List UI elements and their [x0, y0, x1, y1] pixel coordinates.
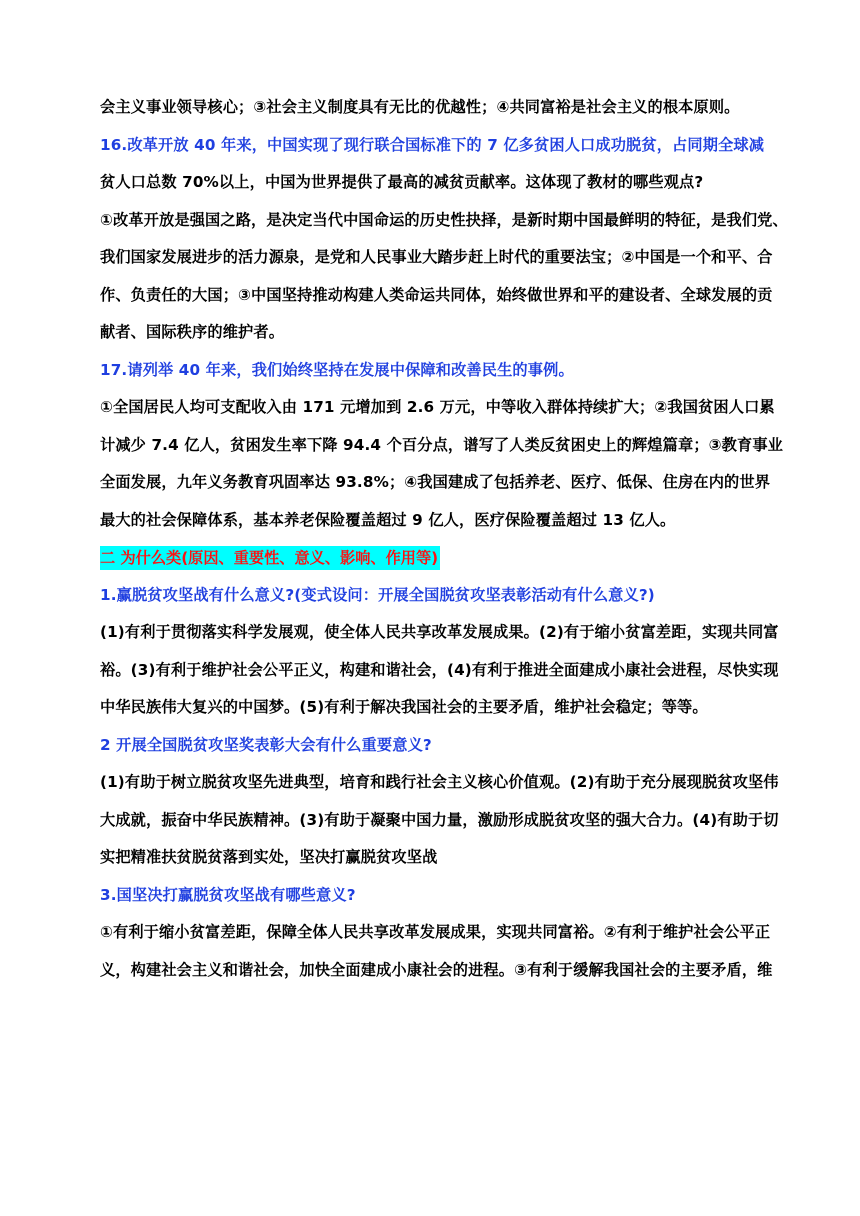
section-heading-wrap — [100, 539, 766, 577]
answer-line: 义，构建社会主义和谐社会，加快全面建成小康社会的进程。③有利于缓解我国社会的主要矛盾，维 — [100, 960, 773, 979]
answer-line: 计减少 7.4 亿人，贫困发生率下降 94.4 个百分点，谱写了人类反贫困史上的辉煌篇章；③教育事业 — [100, 435, 784, 454]
answer-line: 实把精准扶贫脱贫落到实处，坚决打赢脱贫攻坚战 — [100, 848, 438, 866]
answer-line: 大成就，振奋中华民族精神。(3)有助于凝聚中国力量，激励形成脱贫攻坚的强大合力。(4)有助于切 — [100, 810, 779, 829]
question-16-continuation: 贫人口总数 70%以上，中国为世界提供了最高的减贫贡献率。这体现了教材的哪些观点? — [100, 173, 704, 191]
answer-line: (1)有利于贯彻落实科学发展观，使全体人民共享改革发展成果。(2)有于缩小贫富差距，实现共同富 — [100, 623, 779, 641]
question-16: 16.改革开放 40 年来，中国实现了现行联合国标准下的 7 亿多贫困人口成功脱贫，占同期全球减 — [100, 135, 765, 154]
answer-line: 中华民族伟大复兴的中国梦。(5)有利于解决我国社会的主要矛盾，维护社会稳定；等等。 — [100, 698, 708, 716]
answer-line: 献者、国际秩序的维护者。 — [100, 323, 285, 341]
answer-line: ①改革开放是强国之路，是决定当代中国命运的历史性抉择，是新时期中国最鲜明的特征，是我们党、 — [100, 210, 788, 229]
answer-line: ①有利于缩小贫富差距，保障全体人民共享改革发展成果，实现共同富裕。②有利于维护社会公平正 — [100, 923, 771, 941]
answer-line: 会主义事业领导核心；③社会主义制度具有无比的优越性；④共同富裕是社会主义的根本原则。 — [100, 98, 740, 116]
answer-line: ①全国居民人均可支配收入由 171 元增加到 2.6 万元，中等收入群体持续扩大；②我国贫困人口累 — [100, 398, 775, 416]
answer-line: (1)有助于树立脱贫攻坚先进典型，培育和践行社会主义核心价值观。(2)有助于充分展现脱贫攻坚伟 — [100, 773, 779, 791]
answer-line: 全面发展，九年义务教育巩固率达 93.8%；④我国建成了包括养老、医疗、低保、住房在内的世界 — [100, 473, 771, 491]
question-1: 1.赢脱贫攻坚战有什么意义?(变式设问：开展全国脱贫攻坚表彰活动有什么意义?) — [100, 585, 655, 604]
question-3: 3.国坚决打赢脱贫攻坚战有哪些意义? — [100, 885, 356, 904]
question-17: 17.请列举 40 年来，我们始终坚持在发展中保障和改善民生的事例。 — [100, 360, 574, 379]
question-2: 2 开展全国脱贫攻坚奖表彰大会有什么重要意义? — [100, 735, 432, 754]
answer-line: 裕。(3)有利于维护社会公平正义，构建和谐社会，(4)有利于推进全面建成小康社会进程，尽快实现 — [100, 660, 779, 679]
section-heading: 二 为什么类(原因、重要性、意义、影响、作用等) — [100, 546, 440, 570]
answer-line: 我们国家发展进步的活力源泉，是党和人民事业大踏步赶上时代的重要法宝；②中国是一个和平、合 — [100, 248, 773, 266]
answer-line: 最大的社会保障体系，基本养老保险覆盖超过 9 亿人，医疗保险覆盖超过 13 亿人。 — [100, 510, 676, 529]
answer-line: 作、负责任的大国；③中国坚持推动构建人类命运共同体，始终做世界和平的建设者、全球发展的贡 — [100, 285, 773, 304]
